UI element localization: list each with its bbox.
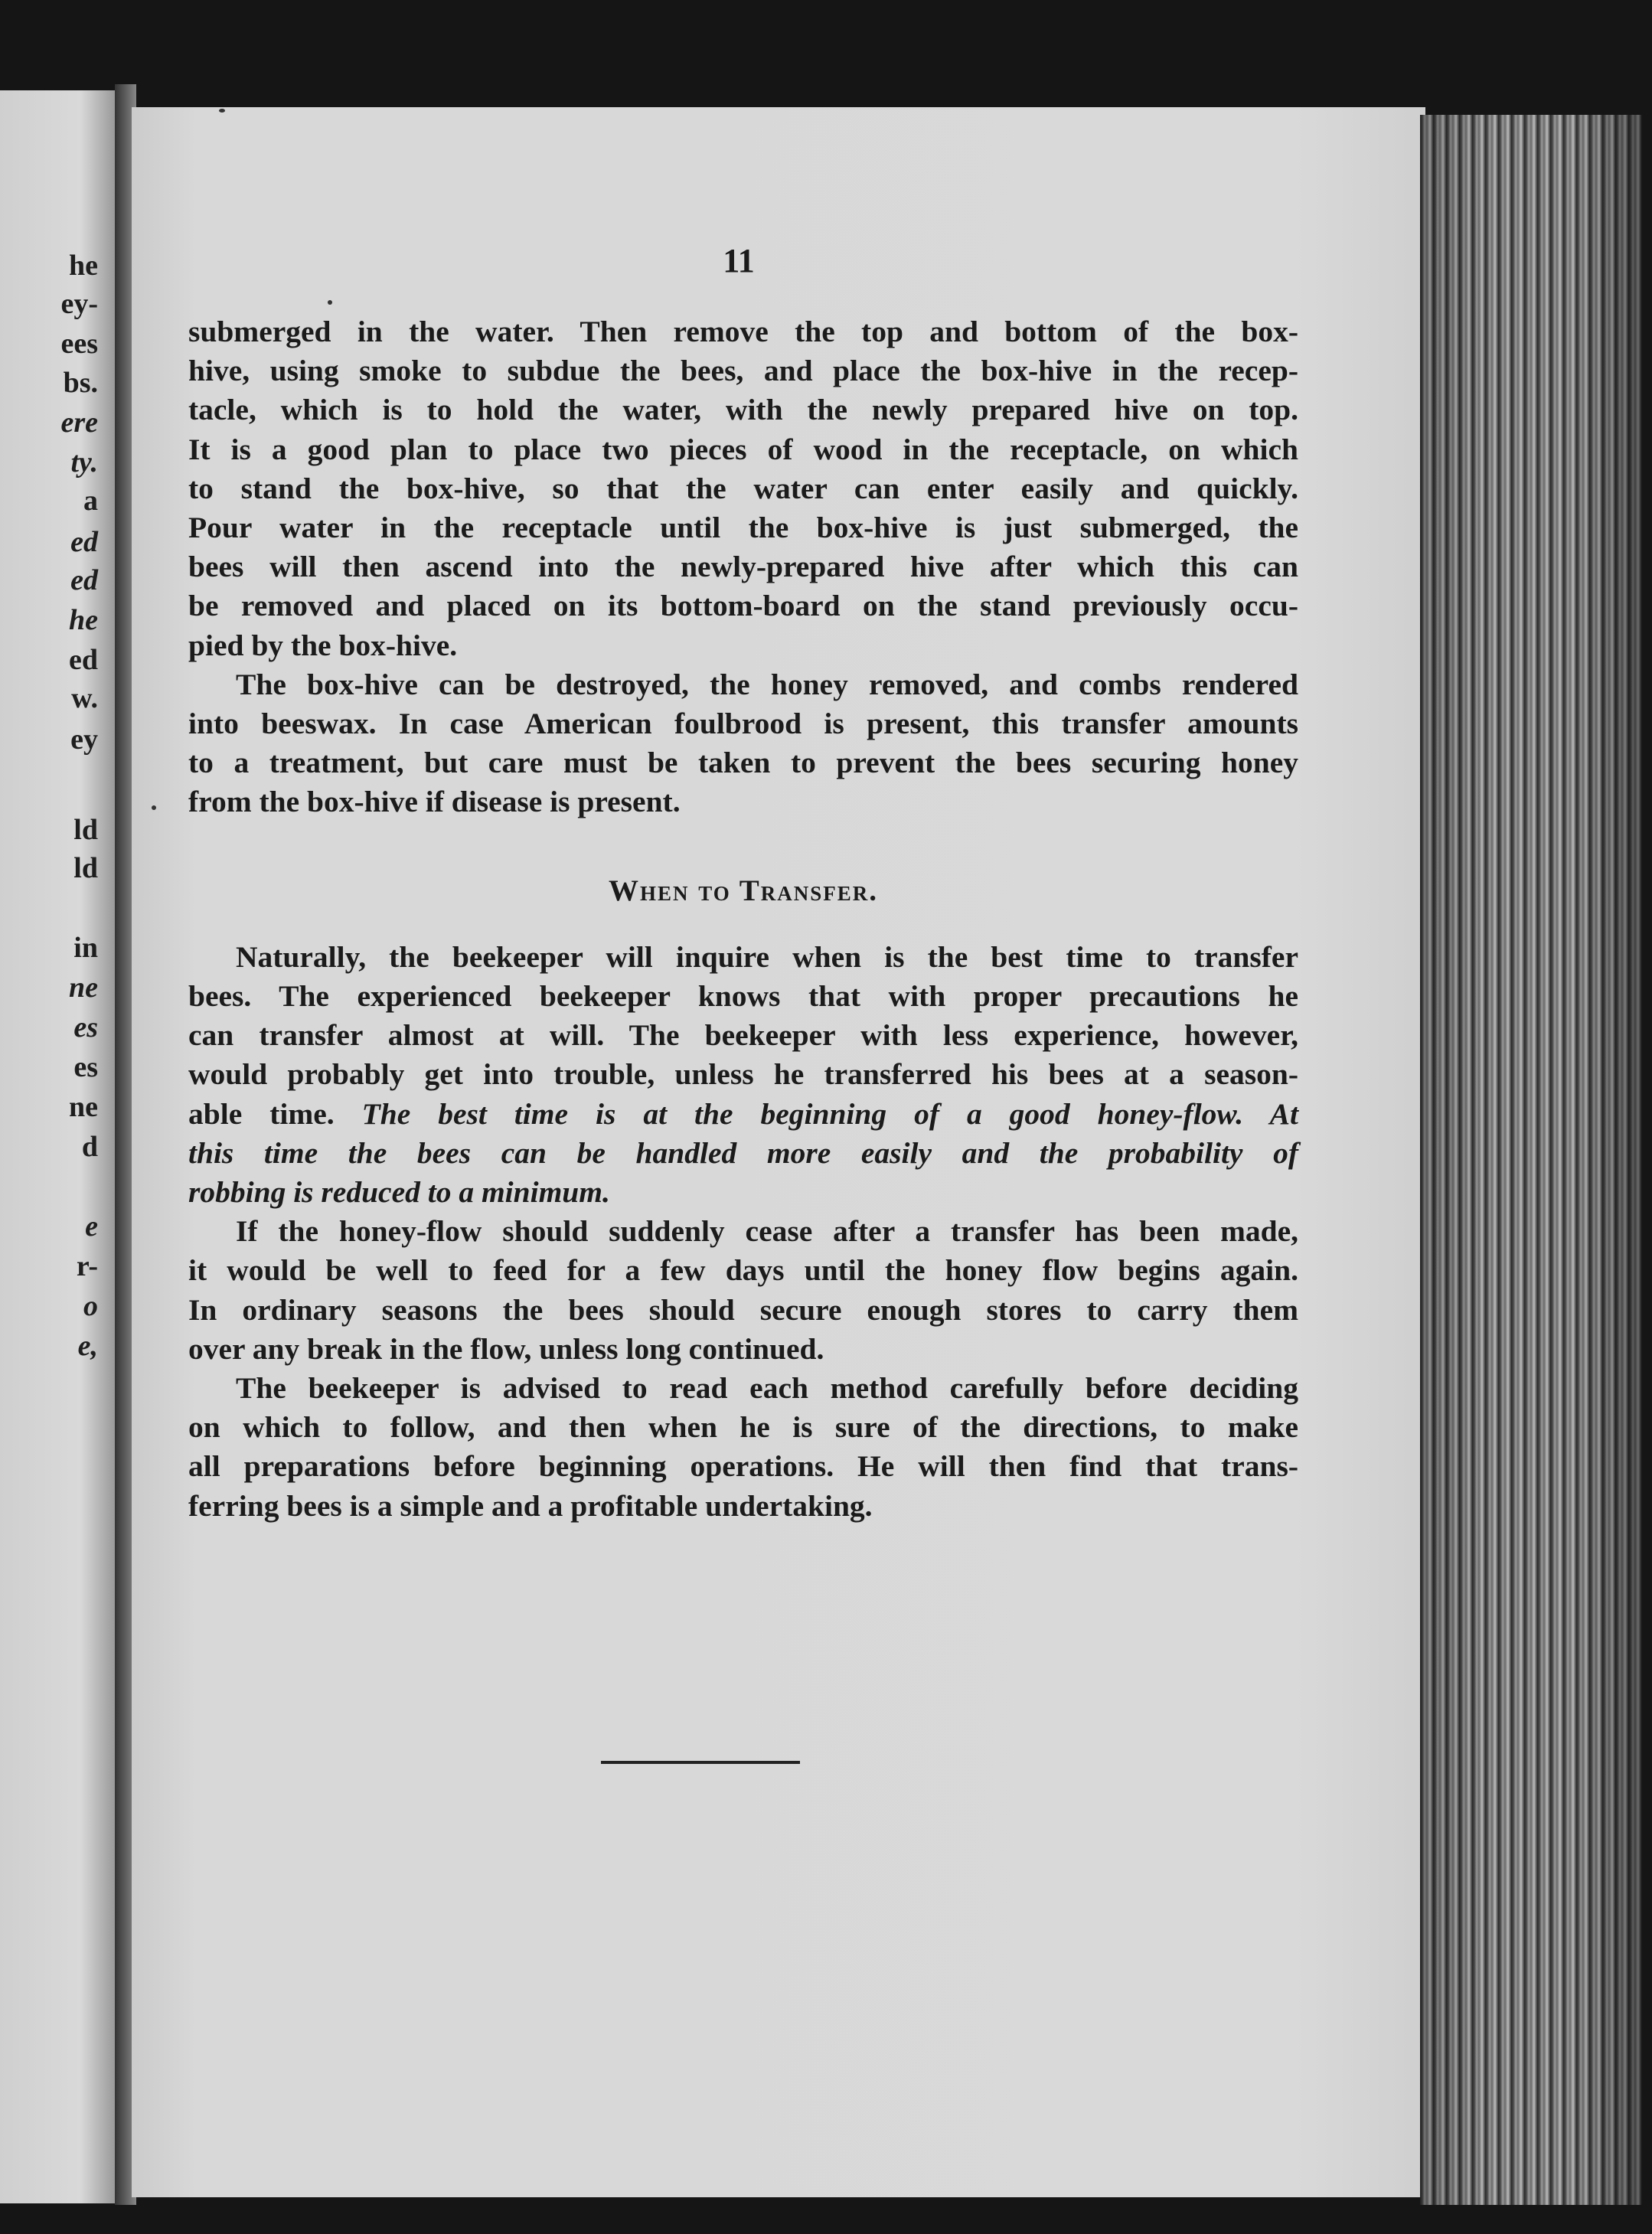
left-page-fragment-text: ees (60, 328, 98, 360)
text-line: into beeswax. In case American foulbrood is present, this transfer amounts (188, 707, 1298, 741)
paragraph-5 (188, 1369, 1298, 1526)
text-line: Pour water in the receptacle until the box-hive is just submerged, the (188, 511, 1298, 545)
text-line: bees. The experienced beekeeper knows that with proper precautions he (188, 979, 1298, 1014)
left-page-fragment-text: d (81, 1131, 98, 1163)
text-line: hive, using smoke to subdue the bees, and place the box-hive in the recep- (188, 354, 1298, 388)
left-page-fragment-text: he (69, 250, 98, 282)
paragraph-3 (188, 938, 1298, 1212)
text-line: It is a good plan to place two pieces of wood in the receptacle, on which (188, 432, 1298, 466)
section-heading: When to Transfer. (608, 874, 879, 907)
text-line: bees will then ascend into the newly-prepared hive after which this can (188, 550, 1298, 584)
scan-speck (219, 109, 225, 113)
paragraph-4 (188, 1212, 1298, 1369)
scan-speck (152, 805, 156, 810)
left-page-fragment-text: w. (71, 682, 98, 714)
page-edges-shade (1420, 115, 1642, 2205)
text-line: would probably get into trouble, unless he transferred his bees at a season- (188, 1057, 1298, 1092)
text-line: In ordinary seasons the bees should secure enough stores to carry them (188, 1292, 1298, 1327)
left-page-fragment-text: e (85, 1210, 98, 1243)
text-line: can transfer almost at will. The beekeeper with less experience, however, (188, 1018, 1298, 1053)
left-page-fragment-text: ed (69, 644, 98, 676)
text-span: able time. (188, 1096, 335, 1131)
text-line: all preparations before beginning operations. He will then find that trans- (188, 1449, 1298, 1484)
text-line: pied by the box-hive. (188, 628, 458, 662)
text-line-mixed (188, 1095, 1298, 1134)
text-line: it would be well to feed for a few days until the honey flow begins again. (188, 1253, 1298, 1288)
left-page-fragment (0, 90, 115, 2203)
left-page-fragment-text: he (69, 604, 98, 636)
end-rule (601, 1761, 800, 1764)
text-line: The box-hive can be destroyed, the honey removed, and combs rendered (236, 667, 1298, 701)
left-page-fragment-text: ld (73, 814, 98, 846)
italic-text-span: The best time is at the beginning of a good honey-flow. At (361, 1096, 1299, 1131)
left-page-fragment-text: a (83, 485, 98, 517)
left-page-fragment-text: es (73, 1051, 98, 1083)
paragraph-2 (188, 665, 1298, 822)
text-line: to a treatment, but care must be taken to prevent the bees securing honey (188, 746, 1298, 780)
left-page-fragment-text: ere (60, 407, 98, 439)
page-number: 11 (723, 242, 755, 279)
text-line: to stand the box-hive, so that the water can enter easily and quickly. (188, 471, 1298, 505)
text-line: submerged in the water. Then remove the top and bottom of the box- (188, 315, 1298, 348)
text-line: be removed and placed on its bottom-board on the stand previously occu- (188, 589, 1298, 623)
text-line: Naturally, the beekeeper will inquire when is the best time to transfer (236, 939, 1298, 974)
italic-text-line: this time the bees can be handled more easily and the probability of (188, 1135, 1298, 1170)
text-line: tacle, which is to hold the water, with the newly prepared hive on top. (188, 393, 1298, 427)
left-page-fragment-text: ld (73, 852, 98, 884)
text-line: ferring bees is a simple and a profitable undertaking. (188, 1488, 873, 1523)
left-page-fragment-text: ed (70, 564, 98, 596)
italic-text-line: robbing is reduced to a minimum. (188, 1175, 610, 1210)
text-line: over any break in the flow, unless long continued. (188, 1331, 824, 1366)
text-line: from the box-hive if disease is present. (188, 785, 681, 819)
left-page-fragment-text: bs. (63, 367, 98, 399)
left-page-fragment-text: in (73, 932, 98, 964)
left-page-fragment-text: e, (77, 1330, 98, 1362)
body-text (188, 312, 1298, 1526)
left-page-fragment-text: ey (70, 723, 98, 756)
text-line: The beekeeper is advised to read each method carefully before deciding (236, 1371, 1298, 1406)
left-page-fragment-text: r- (76, 1250, 98, 1282)
left-page-fragment-text: es (73, 1011, 98, 1044)
left-page-fragment-text: ey- (60, 288, 98, 320)
left-page-fragment-text: o (83, 1290, 98, 1322)
paragraph-1 (188, 312, 1298, 665)
text-line: on which to follow, and then when he is sure of the directions, to make (188, 1410, 1298, 1445)
scan-speck (328, 300, 332, 305)
left-page-fragment-text: ne (69, 972, 98, 1004)
text-line: If the honey-flow should suddenly cease after a transfer has been made, (236, 1214, 1298, 1249)
left-page-fragment-text: ty. (70, 446, 98, 478)
left-page-fragment-text: ne (69, 1091, 98, 1123)
left-page-fragment-text: ed (70, 526, 98, 558)
